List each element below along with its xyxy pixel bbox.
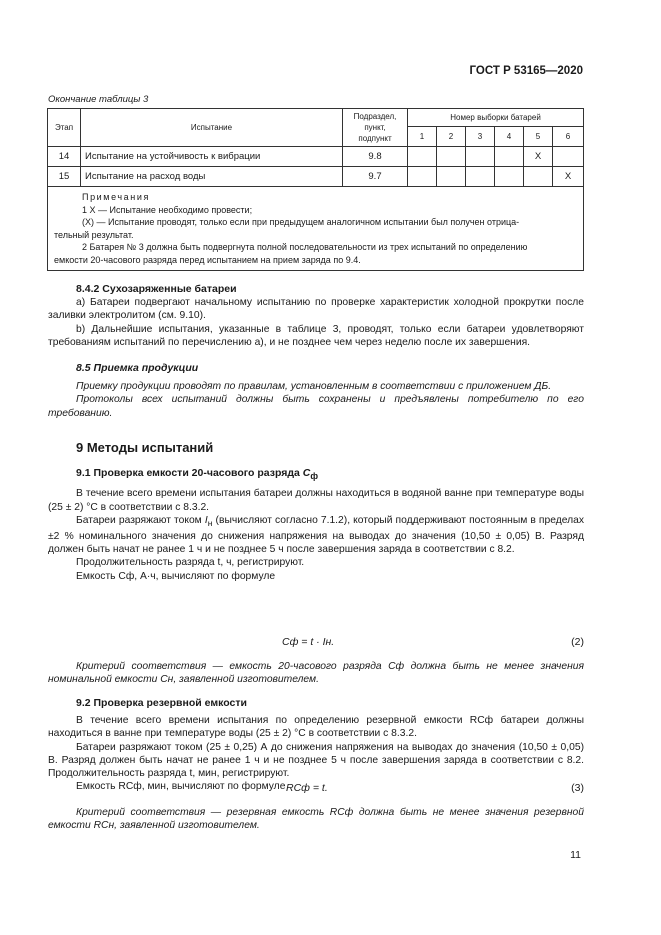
paragraph: Критерий соответствия — емкость 20-часового разряда Cф должна быть не менее значения номинальной емкости Cн, заявленной изготовителем.	[48, 661, 584, 686]
symbol: I	[204, 514, 208, 526]
page-number: 11	[570, 849, 581, 861]
row-mark	[495, 147, 524, 167]
section-8-4-2	[48, 283, 584, 349]
section-8-5	[48, 362, 584, 420]
criterion-9-2	[48, 806, 584, 832]
paragraph: В течение всего времени испытания по определению резервной емкости RCф батареи должны находиться в ванне при температуре воды (25 ± 2) °С в соответствии с 8.3.2.	[48, 715, 584, 740]
row-mark: X	[524, 147, 553, 167]
header-ref	[343, 109, 408, 147]
table-row	[48, 147, 584, 167]
paragraph-text: Батареи разряжают током	[76, 514, 205, 526]
paragraph: Емкость RCф, мин, вычисляют по формуле	[76, 781, 286, 793]
header-ref-line: пункт,	[364, 123, 386, 132]
section-heading: 8.4.2 Сухозаряженные батареи	[76, 283, 237, 295]
table-3	[47, 108, 584, 271]
section-9-2	[48, 697, 584, 793]
note-line: тельный результат.	[54, 229, 134, 240]
formula-number: (3)	[571, 782, 584, 794]
header-sample-num: 2	[437, 127, 466, 147]
header-sample-num: 4	[495, 127, 524, 147]
section-heading: 8.5 Приемка продукции	[76, 362, 199, 374]
paragraph: Продолжительность разряда t, ч, регистрируют.	[76, 557, 305, 569]
paragraph: a) Батареи подвергают начальному испытанию по проверке характеристик холодной прокрутки после заливки электролитом (см. 9.10).	[48, 297, 584, 322]
paragraph	[48, 514, 584, 557]
row-mark	[408, 147, 437, 167]
row-mark	[408, 167, 437, 187]
section-heading	[48, 467, 584, 483]
row-mark	[466, 147, 495, 167]
criterion-9-1	[48, 660, 584, 686]
paragraph: b) Дальнейшие испытания, указанные в таблице 3, проводят, только если батареи удовлетворяют требованиям испытаний по перечислению а), и не позднее чем через неделю после их завершения.	[48, 323, 584, 348]
paragraph: Критерий соответствия — резервная емкость RCф должна быть не менее значения резервной емкости RCн, заявленной изготовителем.	[48, 807, 584, 832]
row-mark	[495, 167, 524, 187]
row-stage: 14	[48, 147, 81, 167]
note-line: 1 Х — Испытание необходимо провести;	[82, 204, 253, 215]
note-line: (Х) — Испытание проводят, только если при предыдущем аналогичном испытании был получен отрица-	[82, 217, 520, 227]
row-mark: X	[553, 167, 584, 187]
row-mark	[524, 167, 553, 187]
paragraph: Протоколы всех испытаний должны быть сохранены и предъявлены потребителю по его требованию.	[48, 394, 584, 419]
header-ref-line: Подраздел,	[353, 112, 397, 121]
table-notes	[48, 187, 584, 271]
row-test: Испытание на расход воды	[81, 167, 343, 187]
heading-symbol: C	[302, 467, 311, 479]
document-header: ГОСТ Р 53165—2020	[469, 65, 583, 77]
subscript: н	[207, 517, 213, 528]
table-row	[48, 167, 584, 187]
paragraph: Батареи разряжают током (25 ± 0,25) А до снижения напряжения на выводах до значения (10,50 ± 0,05) В. Разряд должен быть начат не ранее 1 ч и не позднее 5 ч после завершения заряда в соответствии с 8.2. Продолжительность разряда t, мин, регистрируют.	[48, 741, 584, 780]
note-line: емкости 20-часового разряда перед испытанием на прием заряда по 9.4.	[54, 254, 361, 265]
row-mark	[437, 147, 466, 167]
paragraph: Приемку продукции проводят по правилам, установленным в соответствии с приложением ДБ.	[76, 381, 552, 393]
paragraph: В течение всего времени испытания батареи должны находиться в водяной ванне при температуре воды (25 ± 2) °С в соответствии с 8.3.2.	[48, 488, 584, 513]
note-line: 2 Батарея № 3 должна быть подвергнута полной последовательности из трех испытаний по определению	[82, 242, 528, 252]
row-stage: 15	[48, 167, 81, 187]
notes-title: Примечания	[82, 192, 150, 202]
header-sample-group: Номер выборки батарей	[408, 109, 584, 127]
formula-number: (2)	[571, 636, 584, 648]
row-mark	[553, 147, 584, 167]
row-ref: 9.7	[343, 167, 408, 187]
header-sample-num: 1	[408, 127, 437, 147]
row-ref: 9.8	[343, 147, 408, 167]
section-heading: 9.2 Проверка резервной емкости	[76, 697, 247, 709]
header-stage: Этап	[48, 109, 81, 147]
header-sample-num: 5	[524, 127, 553, 147]
row-mark	[437, 167, 466, 187]
row-mark	[466, 167, 495, 187]
section-9-1	[48, 467, 584, 583]
heading-text: 9.1 Проверка емкости 20-часового разряда	[76, 467, 303, 479]
header-ref-line: подпункт	[358, 134, 392, 143]
section-9-heading: 9 Методы испытаний	[76, 440, 214, 455]
formula-expression: RCф = t.	[286, 782, 328, 794]
table-caption: Окончание таблицы 3	[48, 94, 149, 105]
paragraph-text: (вычисляют согласно 7.1.2), который поддерживают постоянным в пределах ±2 % номинального значения до снижения напряжения на выводах до значения (10,50 ± 0,05) В. Разряд должен быть начат не ранее 1 ч и не позднее 5 ч после завершения заряда в соответствии с 8.2.	[48, 514, 584, 556]
header-sample-num: 6	[553, 127, 584, 147]
formula-expression: Cф = t · Iн.	[282, 636, 335, 648]
paragraph: Емкость Cф, А·ч, вычисляют по формуле	[76, 570, 276, 582]
heading-subscript: ф	[310, 471, 319, 482]
header-test: Испытание	[81, 109, 343, 147]
header-sample-num: 3	[466, 127, 495, 147]
row-test: Испытание на устойчивость к вибрации	[81, 147, 343, 167]
